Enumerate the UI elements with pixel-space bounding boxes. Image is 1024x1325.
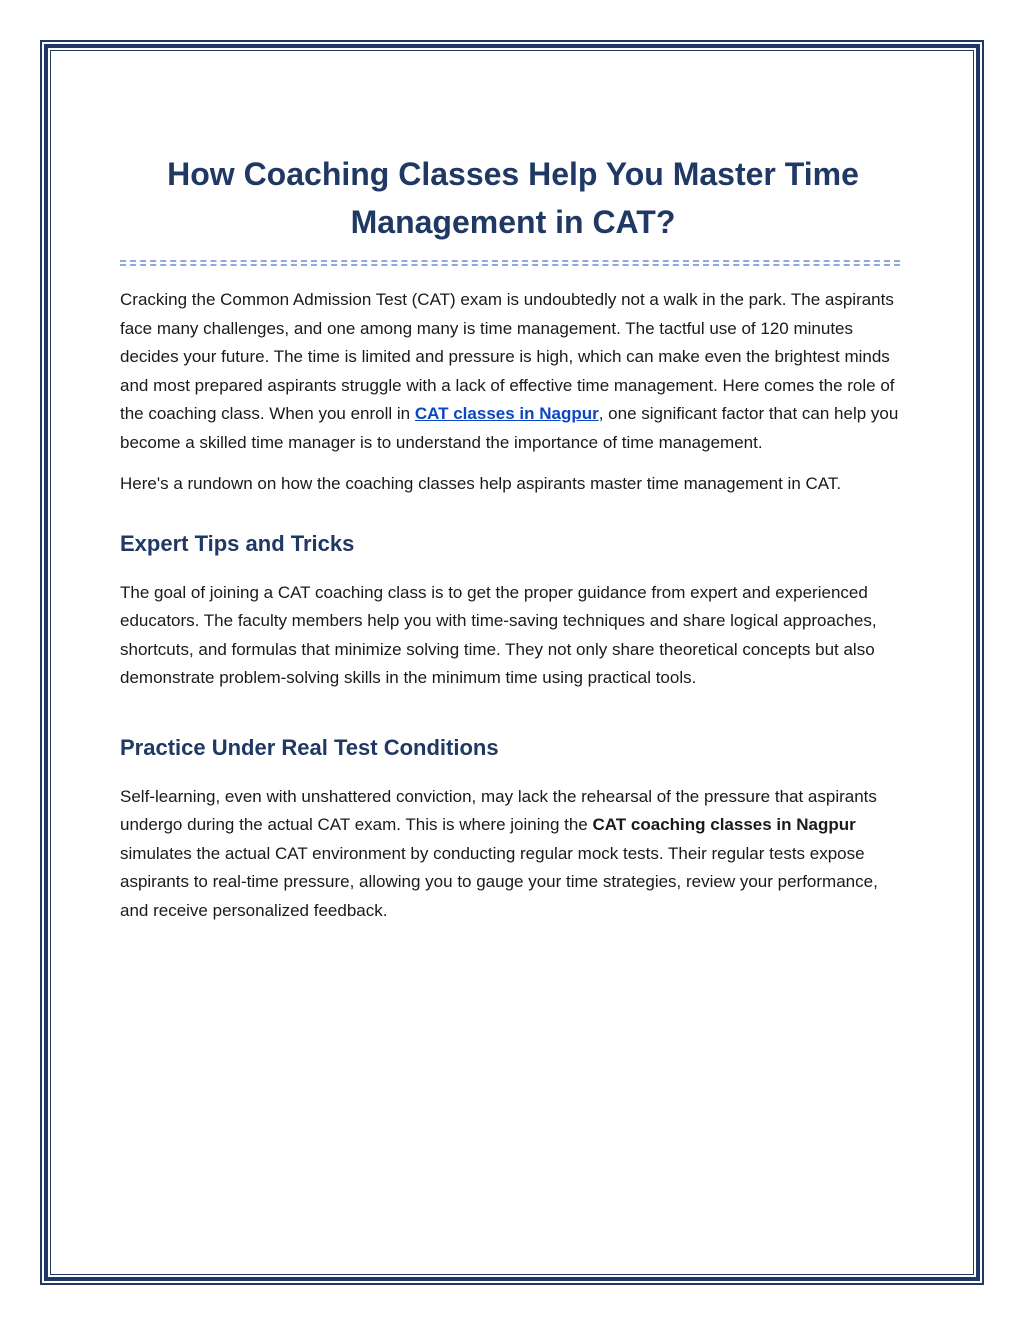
document-body (120, 150, 906, 925)
section-body-practice (120, 783, 906, 926)
intro-paragraph (120, 286, 906, 457)
intro-text-after-link: , one significant factor that can help you become a skilled time manager is to understand the importance of time management. (120, 404, 899, 452)
section-body-expert-tips: The goal of joining a CAT coaching class is to get the proper guidance from expert and experienced educators. The faculty members help you with time-saving techniques and share logical approaches, shortcuts, and formulas that minimize solving time. They not only share theoretical concepts but also demonstrate problem-solving skills in the minimum time using practical tools. (120, 582, 877, 687)
title-divider (120, 260, 900, 266)
section-heading-expert-tips: Expert Tips and Tricks (120, 530, 355, 556)
practice-text-before-bold: Self-learning, even with unshattered conviction, may lack the rehearsal of the pressure that aspirants undergo during the actual CAT exam. This is where joining the (120, 786, 877, 834)
rundown-paragraph: Here's a rundown on how the coaching classes help aspirants master time management in CAT. (120, 474, 842, 493)
page-title: How Coaching Classes Help You Master Time Management in CAT? (167, 156, 859, 240)
intro-text-before-link: Cracking the Common Admission Test (CAT) exam is undoubtedly not a walk in the park. The aspirants face many challenges, and one among many is time management. The tactful use of 120 minutes decides your future. The time is limited and pressure is high, which can make even the brightest minds and most prepared aspirants struggle with a lack of effective time management. Here comes the role of the coaching class. When you enroll in (120, 290, 895, 423)
section-heading-practice: Practice Under Real Test Conditions (120, 734, 499, 760)
practice-text-after-bold: simulates the actual CAT environment by conducting regular mock tests. Their regular tests expose aspirants to real-time pressure, allowing you to gauge your time strategies, review your performance, and receive personalized feedback. (120, 843, 878, 920)
cat-classes-link[interactable]: CAT classes in Nagpur (414, 404, 599, 423)
practice-bold-phrase: CAT coaching classes in Nagpur (592, 815, 856, 834)
